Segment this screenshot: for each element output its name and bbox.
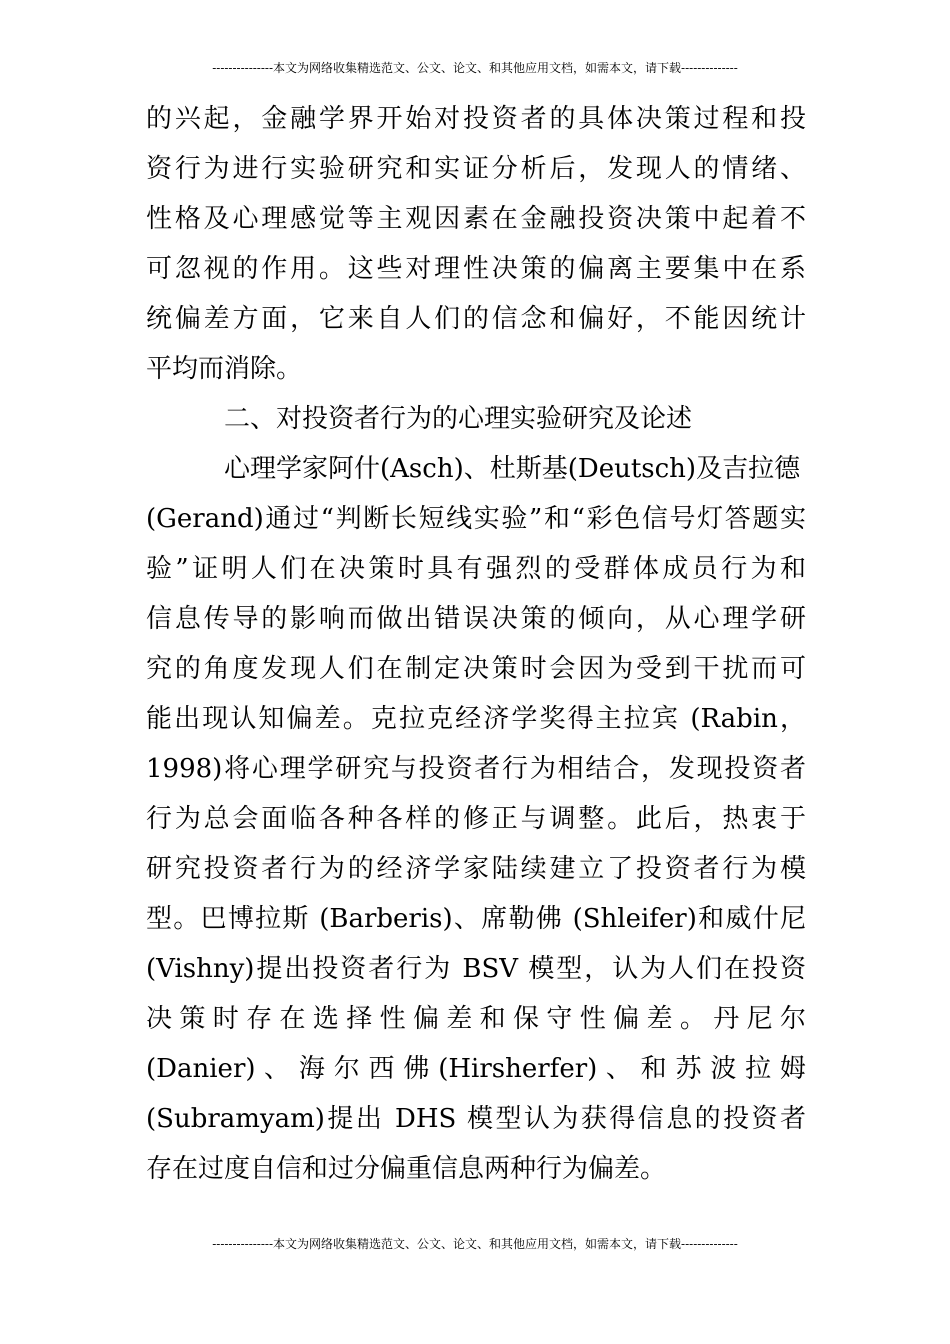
paragraph-line: 资行为进行实验研究和实证分析后，发现人的情绪、 <box>146 154 806 184</box>
paragraph-line: 存在过度自信和过分偏重信息两种行为偏差。 <box>146 1154 667 1184</box>
paragraph-1 <box>146 94 806 394</box>
paragraph-line: (Danier) 、 海 尔 西 佛 (Hirsherfer) 、 和 苏 波 拉 姆 <box>146 1054 806 1084</box>
document-body <box>146 94 806 1194</box>
paragraph-line: 可忽视的作用。这些对理性决策的偏离主要集中在系 <box>146 254 806 284</box>
paragraph-line: 的兴起，金融学界开始对投资者的具体决策过程和投 <box>146 104 806 134</box>
paragraph-line: (Vishny)提出投资者行为 BSV 模型，认为人们在投资 <box>146 954 806 984</box>
paragraph-line: 决策时存在选择性偏差和保守性偏差。丹尼尔 <box>146 1004 806 1034</box>
paragraph-line: 统偏差方面，它来自人们的信念和偏好，不能因统计 <box>146 304 806 334</box>
paragraph-line: 研究投资者行为的经济学家陆续建立了投资者行为模 <box>146 854 806 884</box>
top-banner: ---------------本文为网络收集精选范文、公文、论文、和其他应用文档，如需本文，请下载-------------- <box>212 61 738 75</box>
paragraph-line: 型。巴博拉斯 (Barberis)、席勒佛 (Shleifer)和威什尼 <box>146 904 806 934</box>
paragraph-line: 1998)将心理学研究与投资者行为相结合，发现投资者 <box>146 754 806 784</box>
paragraph-line: 心理学家阿什(Asch)、杜斯基(Deutsch)及吉拉德 <box>224 454 801 484</box>
bottom-banner: ---------------本文为网络收集精选范文、公文、论文、和其他应用文档，如需本文，请下载-------------- <box>212 1237 738 1251</box>
paragraph-line: 行为总会面临各种各样的修正与调整。此后，热衷于 <box>146 804 806 834</box>
paragraph-line: 究的角度发现人们在制定决策时会因为受到干扰而可 <box>146 654 806 684</box>
paragraph-line: 性格及心理感觉等主观因素在金融投资决策中起着不 <box>146 204 806 234</box>
section-heading: 二、对投资者行为的心理实验研究及论述 <box>224 404 693 434</box>
paragraph-2 <box>146 444 806 1194</box>
paragraph-line: (Gerand)通过“判断长短线实验”和“彩色信号灯答题实 <box>146 504 806 534</box>
paragraph-line: 验”证明人们在决策时具有强烈的受群体成员行为和 <box>146 554 806 584</box>
paragraph-line: 能出现认知偏差。克拉克经济学奖得主拉宾 (Rabin， <box>146 704 806 734</box>
paragraph-line: (Subramyam)提出 DHS 模型认为获得信息的投资者 <box>146 1104 806 1134</box>
paragraph-line: 平均而消除。 <box>146 354 303 384</box>
paragraph-line: 信息传导的影响而做出错误决策的倾向，从心理学研 <box>146 604 806 634</box>
